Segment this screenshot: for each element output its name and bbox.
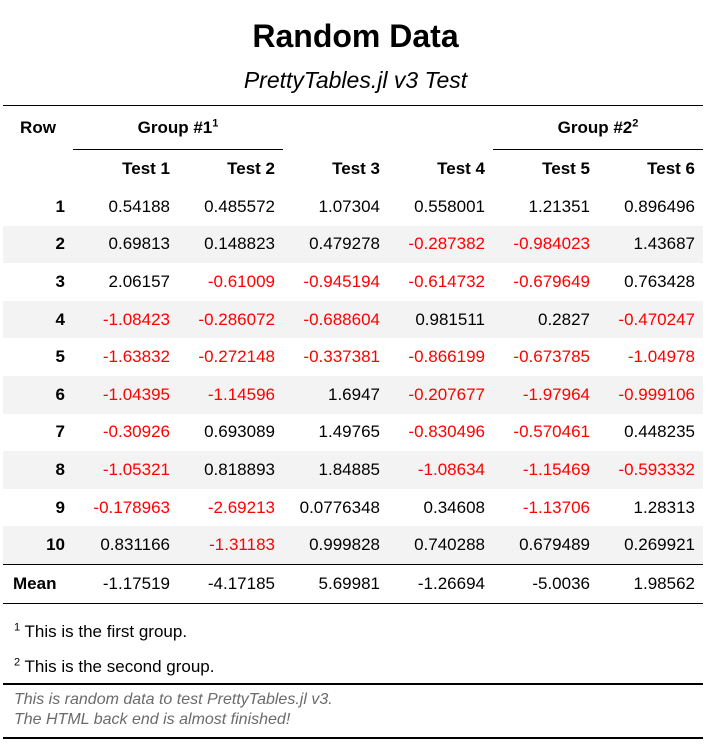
table-cell: -1.15469 xyxy=(493,451,598,489)
summary-label: Mean xyxy=(3,564,73,603)
table-cell: -1.13706 xyxy=(522,497,590,517)
row-number: 8 xyxy=(3,451,73,489)
table-cell: 0.0776348 xyxy=(299,497,380,517)
table-cell: 0.679489 xyxy=(493,526,598,564)
table-cell: -0.614732 xyxy=(408,271,485,291)
table-cell: -1.08634 xyxy=(388,451,493,489)
column-header: Test 2 xyxy=(227,159,275,178)
table-cell: -0.673785 xyxy=(513,347,590,367)
table-cell: -1.97964 xyxy=(493,376,598,414)
table-row xyxy=(3,376,703,414)
table-row xyxy=(3,451,703,489)
table-cell: -2.69213 xyxy=(207,497,275,517)
column-header: Test 3 xyxy=(332,159,380,178)
table-cell: -1.31183 xyxy=(178,526,283,564)
table-row xyxy=(3,489,703,527)
table-cell: 0.818893 xyxy=(178,451,283,489)
summary-cell: -1.26694 xyxy=(388,564,493,603)
table-cell: 1.84885 xyxy=(283,451,388,489)
table-cell: -1.08423 xyxy=(73,301,178,339)
table-cell: -0.272148 xyxy=(198,347,275,367)
row-number: 3 xyxy=(55,271,65,291)
table-title: Random Data xyxy=(252,18,459,54)
row-number: 10 xyxy=(3,526,73,564)
table-cell: -0.679649 xyxy=(513,271,590,291)
column-header: Test 5 xyxy=(542,159,590,178)
table-cell: -0.178963 xyxy=(93,497,170,517)
row-number: 5 xyxy=(55,347,65,367)
table-cell: 1.6947 xyxy=(283,376,388,414)
table-subtitle: PrettyTables.jl v3 Test xyxy=(243,67,468,93)
table-cell: -0.470247 xyxy=(598,301,703,339)
table-row xyxy=(3,226,703,264)
table-cell: 0.269921 xyxy=(598,526,703,564)
table-cell: 0.34608 xyxy=(423,497,485,517)
table-cell: 0.485572 xyxy=(204,196,275,216)
table-row xyxy=(3,263,703,301)
table-cell: -1.04395 xyxy=(73,376,178,414)
table-cell: -1.63832 xyxy=(102,347,170,367)
table-row xyxy=(3,188,703,226)
table-cell: 0.693089 xyxy=(204,422,275,442)
row-number: 9 xyxy=(55,497,65,517)
row-number: 6 xyxy=(3,376,73,414)
table-cell: 0.763428 xyxy=(624,271,695,291)
summary-cell: -5.0036 xyxy=(493,564,598,603)
table-cell: 0.54188 xyxy=(108,196,170,216)
column-header: Test 6 xyxy=(647,159,695,178)
table-cell: -0.688604 xyxy=(283,301,388,339)
table-cell: 1.07304 xyxy=(318,196,380,216)
table-cell: 1.21351 xyxy=(528,196,590,216)
table-cell: 0.2827 xyxy=(493,301,598,339)
summary-cell: 1.98562 xyxy=(598,564,703,603)
table-cell: -1.05321 xyxy=(73,451,178,489)
table-cell: -1.14596 xyxy=(178,376,283,414)
table-cell: 0.448235 xyxy=(624,422,695,442)
data-table xyxy=(3,106,703,604)
table-cell: 0.558001 xyxy=(414,196,485,216)
row-column-header: Row xyxy=(20,118,56,137)
table-cell: 0.69813 xyxy=(73,226,178,264)
table-cell: -0.593332 xyxy=(598,451,703,489)
table-cell: -0.287382 xyxy=(388,226,493,264)
table-cell: 0.740288 xyxy=(388,526,493,564)
table-cell: -0.945194 xyxy=(303,271,380,291)
table-cell: -0.61009 xyxy=(207,271,275,291)
table-cell: -0.830496 xyxy=(408,422,485,442)
table-cell: -0.207677 xyxy=(388,376,493,414)
table-row xyxy=(3,414,703,452)
table-cell: -0.984023 xyxy=(493,226,598,264)
summary-cell: 5.69981 xyxy=(283,564,388,603)
row-number: 7 xyxy=(55,422,65,442)
table-cell: 0.148823 xyxy=(178,226,283,264)
table-cell: -1.04978 xyxy=(627,347,695,367)
note-rule xyxy=(3,683,703,685)
table-cell: -0.999106 xyxy=(598,376,703,414)
table-cell: -0.337381 xyxy=(303,347,380,367)
footnote-1: $^1$ This is the first group. xyxy=(14,621,188,641)
row-number: 1 xyxy=(55,196,65,216)
table-row xyxy=(3,338,703,376)
footnote-2: $^2$ This is the second group. xyxy=(14,656,215,676)
row-number: 2 xyxy=(3,226,73,264)
table-row xyxy=(3,301,703,339)
table-cell: -0.286072 xyxy=(178,301,283,339)
table-cell: 0.981511 xyxy=(388,301,493,339)
table-cell: 0.479278 xyxy=(283,226,388,264)
group2-header: Group $\#2^2$ xyxy=(493,106,703,150)
table-cell: 1.28313 xyxy=(633,497,695,517)
table-cell: 0.831166 xyxy=(73,526,178,564)
summary-cell: -1.17519 xyxy=(73,564,178,603)
table-cell: 0.896496 xyxy=(624,196,695,216)
table-cell: -0.570461 xyxy=(513,422,590,442)
table-cell: 1.43687 xyxy=(598,226,703,264)
table-cell: 0.999828 xyxy=(283,526,388,564)
summary-cell: -4.17185 xyxy=(178,564,283,603)
bottom-rule xyxy=(3,737,703,739)
source-notes xyxy=(14,690,333,730)
group1-header: Group $\#1^1$ xyxy=(73,106,283,150)
table-cell: -0.866199 xyxy=(408,347,485,367)
table-cell: -0.30926 xyxy=(102,422,170,442)
table-cell: 2.06157 xyxy=(108,271,170,291)
column-header: Test 1 xyxy=(122,159,170,178)
source-note-line: This is random data to test PrettyTables.jl v3. xyxy=(14,691,333,708)
row-number: 4 xyxy=(3,301,73,339)
table-cell: 1.49765 xyxy=(318,422,380,442)
column-header: Test 4 xyxy=(437,159,485,178)
source-note-line: The HTML back end is almost finished! xyxy=(14,711,291,728)
table-row xyxy=(3,526,703,564)
